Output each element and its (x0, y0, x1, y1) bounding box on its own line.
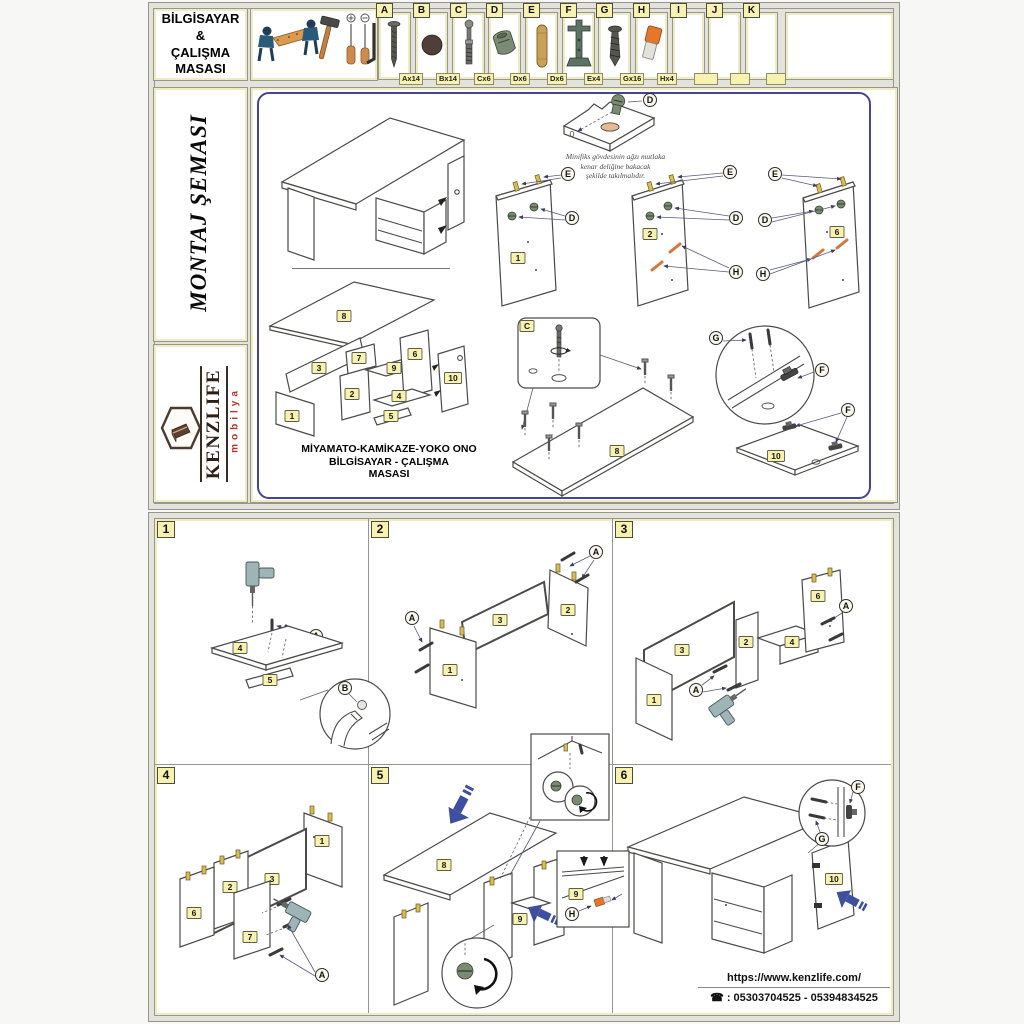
footer-phone-line (698, 991, 890, 1004)
step4-drawing (158, 775, 366, 1010)
svg-text:2: 2 (227, 882, 233, 892)
svg-text:7: 7 (247, 932, 253, 942)
svg-text:F: F (819, 365, 825, 375)
svg-text:4: 4 (237, 643, 243, 653)
part-qty-tag: Dx6 (547, 73, 567, 85)
svg-text:A: A (408, 613, 416, 623)
step3-part3-tag (675, 645, 689, 656)
svg-text:E: E (564, 169, 572, 179)
letter-e-circle (724, 166, 737, 179)
letter-a-circle (316, 969, 329, 982)
letter-f-circle (816, 364, 829, 377)
step6-tag: 6 (615, 767, 633, 784)
part8-tag (337, 311, 351, 322)
svg-text:1: 1 (319, 836, 325, 846)
panel2-hardware-drawing (618, 160, 768, 315)
step5-part9-tag (513, 914, 527, 925)
part-letter-tag: F (560, 3, 577, 18)
footer-contact (698, 972, 890, 1004)
cam-detail-box (530, 733, 610, 821)
product-name-line: BİLGİSAYAR - ÇALIŞMA (329, 455, 449, 468)
svg-text:9: 9 (517, 914, 523, 924)
svg-text:4: 4 (396, 391, 402, 401)
product-title-box (153, 8, 248, 81)
cam-cover-icon (420, 31, 444, 61)
footer-phone-numbers: : 05303704525 - 05394834525 (726, 992, 878, 1004)
svg-text:6: 6 (834, 227, 840, 237)
svg-text:7: 7 (356, 353, 362, 363)
svg-text:3: 3 (269, 874, 275, 884)
orange-cap-icon (639, 25, 665, 69)
part-box-h (635, 12, 668, 80)
step3-part1-tag (647, 695, 661, 706)
step3-tag: 3 (615, 521, 633, 538)
screw-short-icon (604, 25, 626, 69)
part-qty-tag: Ex4 (584, 73, 603, 85)
part-box-g (598, 12, 631, 80)
panel6-hardware-drawing (753, 162, 875, 317)
minifix-cam-glyph (837, 200, 845, 208)
brand-hexagon-icon (160, 404, 202, 452)
part4-tag (392, 391, 406, 402)
letter-d-circle (566, 212, 579, 225)
part-letter-tag: K (743, 3, 760, 18)
step5-part8-tag (437, 860, 451, 871)
letter-d-circle (644, 94, 657, 107)
svg-text:10: 10 (829, 874, 839, 884)
steps-divider-h (155, 764, 891, 765)
brand-name: KENZLIFE (200, 366, 228, 482)
svg-text:5: 5 (388, 411, 394, 421)
step3-part6-tag (811, 591, 825, 602)
svg-text:2: 2 (743, 637, 749, 647)
svg-text:C: C (523, 321, 531, 331)
minifix-cam-glyph (530, 203, 538, 211)
part-letter-tag: A (376, 3, 393, 18)
part-qty-tag: Cx6 (474, 73, 494, 85)
screw-long-icon (382, 19, 406, 71)
diagram-divider (292, 268, 450, 269)
product-name-block (300, 443, 478, 481)
letter-e-circle (562, 168, 575, 181)
svg-text:A: A (842, 601, 850, 611)
exploded-view-drawing (262, 274, 477, 439)
step2-part3-tag (493, 615, 507, 626)
part-letter-tag: H (633, 3, 650, 18)
detail-part9-tag (569, 889, 583, 900)
part2-tag (345, 389, 359, 400)
letter-c-tag (520, 321, 534, 332)
svg-text:H: H (732, 267, 740, 277)
svg-text:3: 3 (316, 363, 322, 373)
svg-text:9: 9 (573, 889, 579, 899)
letter-g-circle (816, 833, 829, 846)
svg-text:H: H (568, 909, 576, 919)
letter-d-circle (730, 212, 743, 225)
svg-text:1: 1 (289, 411, 295, 421)
step6-part10-tag (826, 874, 843, 885)
svg-text:6: 6 (191, 908, 197, 918)
minifix-cam-icon (492, 27, 518, 65)
steps-divider-v1 (368, 519, 369, 1013)
step2-tag: 2 (371, 521, 389, 538)
part-letter-tag: G (596, 3, 613, 18)
svg-text:E: E (771, 169, 779, 179)
svg-text:G: G (818, 834, 826, 844)
brand-subtitle: mobilya (229, 387, 241, 453)
title-line: ÇALIŞMA (170, 44, 231, 60)
svg-text:2: 2 (647, 229, 653, 239)
svg-text:H: H (759, 269, 767, 279)
letter-a-circle (406, 612, 419, 625)
svg-text:8: 8 (441, 860, 447, 870)
minifix-cam-glyph (508, 212, 516, 220)
part-letter-tag: E (523, 3, 540, 18)
step2-part2-tag (561, 605, 575, 616)
part-box-j (708, 12, 741, 80)
part-qty-tag-empty (766, 73, 786, 85)
step3-part2-tag (739, 637, 753, 648)
step1-part5-tag (263, 675, 277, 686)
part-qty-tag: Gx16 (620, 73, 644, 85)
svg-text:F: F (845, 405, 851, 415)
part-box-a (378, 12, 411, 80)
wood-dowel-icon (533, 23, 551, 69)
svg-text:10: 10 (771, 451, 781, 461)
step6-drawing (616, 775, 868, 975)
part6-tag (408, 349, 422, 360)
carriers-icon (258, 20, 319, 62)
product-name-line: MİYAMATO-KAMİKAZE-YOKO ONO (301, 443, 477, 455)
drill-icon (708, 684, 757, 729)
assembled-desk-drawing (268, 102, 468, 264)
part-letter-tag: J (706, 3, 723, 18)
svg-text:D: D (646, 95, 654, 105)
svg-text:1: 1 (515, 253, 521, 263)
letter-h-circle (566, 908, 579, 921)
part3-tag (312, 363, 326, 374)
svg-text:E: E (726, 167, 734, 177)
part-letter-tag: D (486, 3, 503, 18)
letter-e-circle (769, 168, 782, 181)
tools-image-box (250, 8, 378, 81)
letter-h-circle (730, 266, 743, 279)
part-box-c (452, 12, 485, 80)
spare-box (785, 12, 894, 80)
svg-text:2: 2 (349, 389, 355, 399)
part-letter-tag: B (413, 3, 430, 18)
part-box-d (488, 12, 521, 80)
svg-text:D: D (761, 215, 769, 225)
step4-part1-tag (315, 836, 329, 847)
svg-text:10: 10 (448, 373, 458, 383)
part9-tag (387, 363, 401, 374)
svg-text:1: 1 (651, 695, 657, 705)
part7-tag (352, 353, 366, 364)
svg-text:A: A (318, 970, 326, 980)
note-line: kenar deliğine bakacak (580, 161, 651, 171)
svg-text:3: 3 (497, 615, 503, 625)
svg-text:3: 3 (679, 645, 685, 655)
part-qty-tag: Ax14 (399, 73, 423, 85)
footer-divider (698, 987, 890, 988)
part-box-f (562, 12, 595, 80)
step4-part7-tag (243, 932, 257, 943)
product-name-line: MASASI (368, 468, 410, 480)
svg-text:6: 6 (815, 591, 821, 601)
part-letter-tag: C (450, 3, 467, 18)
letter-a-circle (590, 546, 603, 559)
panel1-tag (511, 253, 525, 264)
part-qty-tag: Dx6 (510, 73, 530, 85)
part-box-k (745, 12, 778, 80)
part5-tag (384, 411, 398, 422)
svg-text:8: 8 (341, 311, 347, 321)
svg-text:B: B (341, 683, 349, 693)
montaj-semasi-title: MONTAJ ŞEMASI (186, 114, 211, 312)
svg-text:G: G (712, 333, 720, 343)
panel8-tag (610, 446, 624, 457)
svg-text:9: 9 (391, 363, 397, 373)
letter-f-circle (842, 404, 855, 417)
title-line: & (195, 27, 206, 43)
step5-tag: 5 (371, 767, 389, 784)
part-box-i (672, 12, 705, 80)
svg-text:A: A (592, 547, 600, 557)
minifix-cam-glyph (664, 202, 672, 210)
title-line: BİLGİSAYAR (161, 10, 240, 26)
step3-part4-tag (785, 637, 799, 648)
step2-drawing (372, 530, 610, 760)
cam-bolt-icon (457, 18, 481, 74)
letter-g-circle (710, 332, 723, 345)
cambolt-panel8-drawing (495, 315, 700, 500)
svg-text:D: D (568, 213, 576, 223)
step3-drawing (616, 530, 852, 765)
svg-text:D: D (732, 213, 740, 223)
part-qty-tag-empty (694, 73, 718, 85)
panel6-tag (830, 227, 844, 238)
note-line: şekilde takılmalıdır. (585, 171, 646, 180)
drill-icon (246, 562, 274, 606)
minifix-detail-drawing (558, 90, 663, 152)
panel2-tag (643, 229, 657, 240)
svg-text:6: 6 (412, 349, 418, 359)
letter-f-circle (852, 781, 865, 794)
step1-tag: 1 (157, 521, 175, 538)
step1-part4-tag (233, 643, 247, 654)
tools-illustration (251, 11, 377, 77)
hinge-panel10-drawing (700, 318, 885, 498)
step4-part2-tag (223, 882, 237, 893)
panel1-hardware-drawing (478, 162, 588, 312)
svg-text:4: 4 (789, 637, 795, 647)
svg-text:2: 2 (565, 605, 571, 615)
step4-tag: 4 (157, 767, 175, 784)
part10-tag (445, 373, 462, 384)
svg-text:8: 8 (614, 446, 620, 456)
part-qty-tag: Hx4 (657, 73, 677, 85)
cap-press-detail (315, 674, 395, 754)
footer-website: https://www.kenzlife.com/ (726, 972, 862, 984)
part-letter-tag: I (670, 3, 687, 18)
letter-d-circle (759, 214, 772, 227)
letter-h-circle (757, 268, 770, 281)
letter-b-circle (339, 682, 352, 695)
shelf9-detail-box (556, 850, 630, 928)
part-box-b (415, 12, 448, 80)
title-line: MASASI (175, 61, 226, 77)
svg-text:F: F (855, 782, 861, 792)
steps-divider-v2 (612, 519, 613, 1013)
part1-tag (285, 411, 299, 422)
part-box-e (525, 12, 558, 80)
svg-text:A: A (692, 685, 700, 695)
panel10-tag (768, 451, 785, 462)
phone-icon: ☎ (710, 992, 724, 1004)
letter-a-circle (690, 684, 703, 697)
step2-part1-tag (443, 665, 457, 676)
cross-bracket-icon (566, 18, 592, 76)
minifix-cam-glyph (646, 212, 654, 220)
svg-text:5: 5 (267, 675, 273, 685)
svg-text:1: 1 (447, 665, 453, 675)
step4-part6-tag (187, 908, 201, 919)
screwdriver-icons (347, 14, 369, 64)
part-qty-tag: Bx14 (436, 73, 460, 85)
letter-a-circle (840, 600, 853, 613)
part-qty-tag-empty (730, 73, 750, 85)
note-line: Minifiks gövdesinin ağzı mutlaka (565, 152, 666, 161)
